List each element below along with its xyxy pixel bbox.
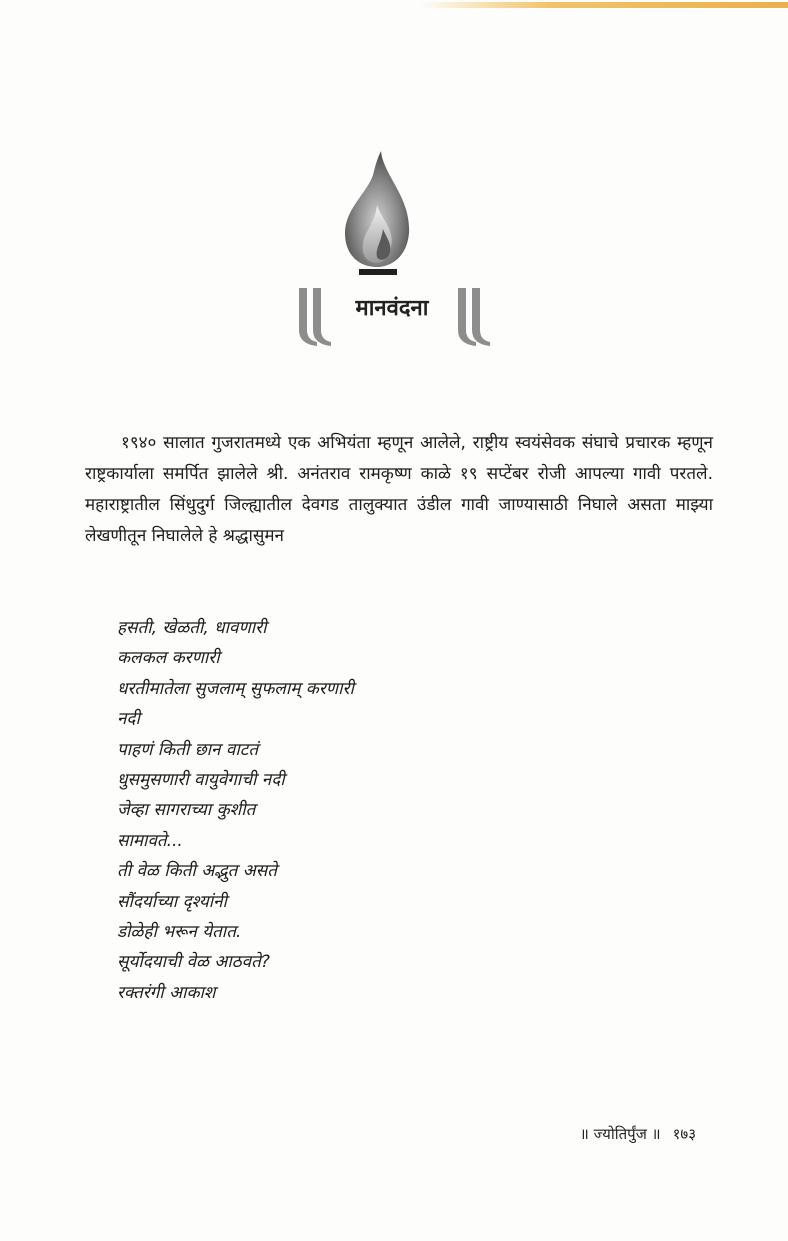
page-title: मानवंदना — [355, 296, 429, 321]
double-danda-ornament-right — [452, 282, 492, 350]
page-number: १७३ — [672, 1125, 696, 1143]
poem-line: धरतीमातेला सुजलाम् सुफलाम् करणारी — [117, 678, 354, 699]
poem-line: पाहणं किती छान वाटतं — [117, 739, 259, 760]
double-danda-ornament-left — [293, 282, 333, 350]
poem-line: डोळेही भरून येतात. — [117, 921, 242, 942]
heading-row — [0, 282, 788, 352]
top-decorative-rule — [420, 2, 788, 8]
poem — [117, 613, 677, 1008]
page-footer — [580, 1124, 696, 1144]
intro-paragraph: १९४० सालात गुजरातमध्ये एक अभियंता म्हणून आलेले, राष्ट्रीय स्वयंसेवक संघाचे प्रचारक म्हणून राष्ट्रकार्याला समर्पित झालेले श्री. अनंतराव रामकृष्ण काळे १९ सप्टेंबर रोजी आपल्या गावी परतले. महाराष्ट्रातील सिंधुदुर्ग जिल्ह्यातील देवगड तालुक्यात उंडील गावी जाण्यासाठी निघाले असता माझ्या लेखणीतून निघालेले हे श्रद्धासुमन — [85, 433, 713, 546]
poem-line: सूर्योदयाची वेळ आठवते? — [117, 952, 270, 973]
poem-line: धुसमुसणारी वायुवेगाची नदी — [117, 769, 285, 790]
book-title: ॥ ज्योतिर्पुंज ॥ — [579, 1125, 661, 1143]
poem-line: जेव्हा सागराच्या कुशीत — [117, 800, 256, 821]
poem-line: नदी — [117, 709, 140, 730]
lamp-flame-icon — [337, 145, 417, 285]
poem-line: हसती, खेळती, धावणारी — [117, 618, 267, 638]
poem-line: सामावते... — [117, 830, 183, 851]
poem-line: सौंदर्याच्या दृश्यांनी — [117, 891, 227, 912]
poem-line: कलकल करणारी — [117, 648, 220, 669]
poem-line: रक्तरंगी आकाश — [117, 982, 216, 1003]
poem-line: ती वेळ किती अद्भुत असते — [117, 861, 277, 882]
